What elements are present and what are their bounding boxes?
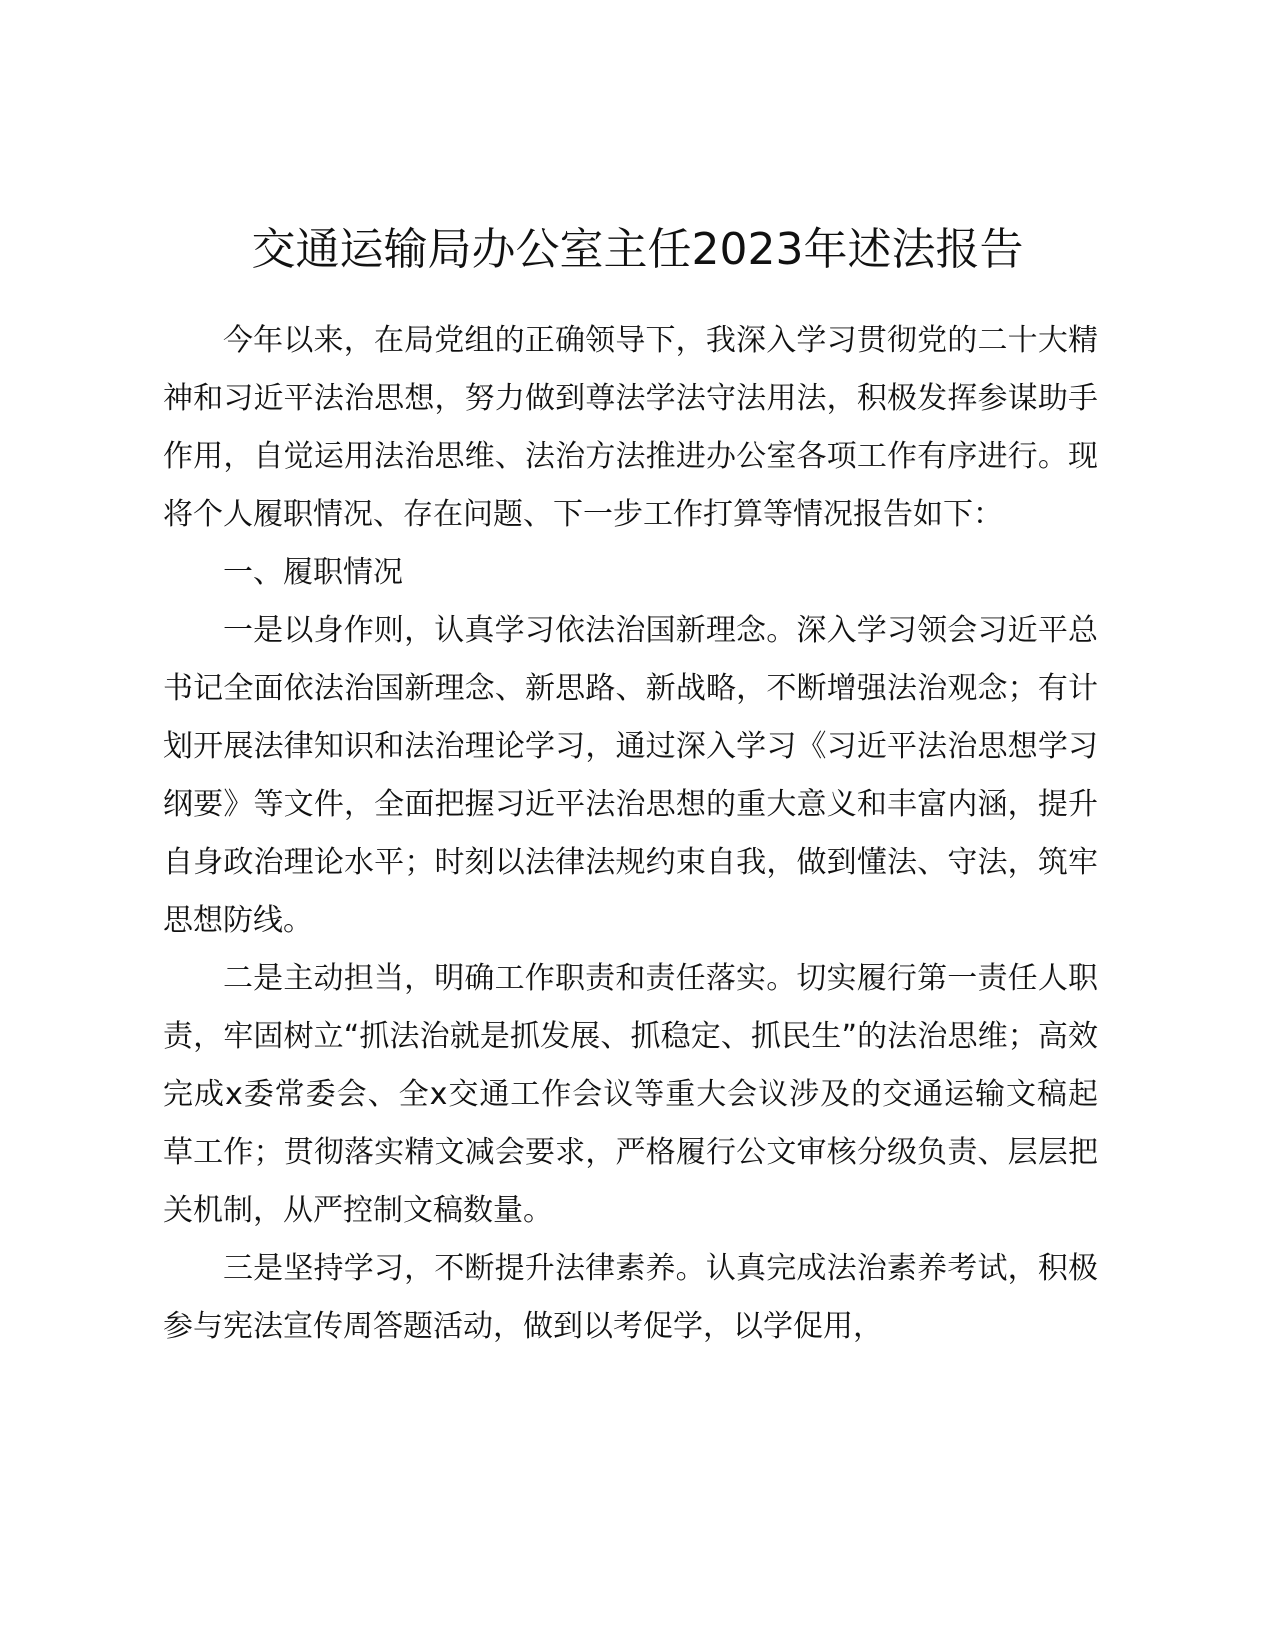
paragraph-item-3: 三是坚持学习，不断提升法律素养。认真完成法治素养考试，积极参与宪法宣传周答题活动，做到以考促学，以学促用，	[163, 1251, 1098, 1344]
paragraph-item-1: 一是以身作则，认真学习依法治国新理念。深入学习领会习近平总书记全面依法治国新理念、新思路、新战略，不断增强法治观念；有计划开展法律知识和法治理论学习，通过深入学习《习近平法治思想学习纲要》等文件，全面把握习近平法治思想的重大意义和丰富内涵，提升自身政治理论水平；时刻以法律法规约束自我，做到懂法、守法，筑牢思想防线。	[163, 613, 1098, 938]
paragraph-intro: 今年以来，在局党组的正确领导下，我深入学习贯彻党的二十大精神和习近平法治思想，努力做到尊法学法守法用法，积极发挥参谋助手作用，自觉运用法治思维、法治方法推进办公室各项工作有序进行。现将个人履职情况、存在问题、下一步工作打算等情况报告如下：	[163, 323, 1098, 532]
section-heading: 一、履职情况	[223, 555, 403, 590]
document-body	[163, 312, 1098, 1356]
paragraph-item-2: 二是主动担当，明确工作职责和责任落实。切实履行第一责任人职责，牢固树立“抓法治就是抓发展、抓稳定、抓民生”的法治思维；高效完成x委常委会、全x交通工作会议等重大会议涉及的交通运输文稿起草工作；贯彻落实精文减会要求，严格履行公文审核分级负责、层层把关机制，从严控制文稿数量。	[163, 961, 1098, 1228]
document-title: 交通运输局办公室主任2023年述法报告	[251, 224, 1024, 275]
